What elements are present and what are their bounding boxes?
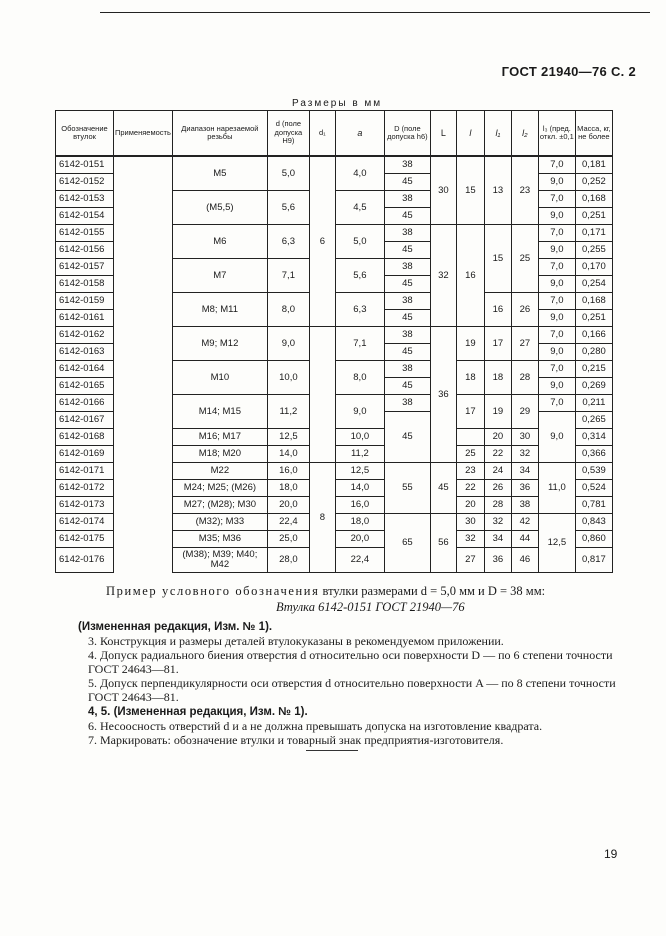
cell-l2: 42: [511, 514, 538, 531]
cell-D: 45: [384, 412, 430, 463]
cell-l3: 11,0: [538, 463, 575, 514]
cell-d: 12,5: [267, 429, 309, 446]
cell-mass: 0,366: [575, 446, 612, 463]
cell-thread-range: M18; M20: [172, 446, 267, 463]
cell-thread-range: M22: [172, 463, 267, 480]
cell-mass: 0,265: [575, 412, 612, 429]
cell-a: 22,4: [335, 548, 384, 573]
cell-D: 45: [384, 276, 430, 293]
cell-l2: 23: [511, 156, 538, 225]
cell-d: 25,0: [267, 531, 309, 548]
cell-d: 9,0: [267, 327, 309, 361]
header-L: L: [430, 111, 456, 157]
cell-a: 5,0: [335, 225, 384, 259]
cell-mass: 0,255: [575, 242, 612, 259]
cell-a: 8,0: [335, 361, 384, 395]
cell-l1: 13: [484, 156, 511, 225]
cell-a: 11,2: [335, 446, 384, 463]
header-l: l: [456, 111, 484, 157]
cell-applicability: [114, 174, 173, 191]
cell-l: 27: [456, 548, 484, 573]
cell-l1: 16: [484, 293, 511, 327]
cell-thread-range: M27; (M28); M30: [172, 497, 267, 514]
cell-mass: 0,168: [575, 191, 612, 208]
cell-d: 18,0: [267, 480, 309, 497]
cell-mass: 0,181: [575, 156, 612, 174]
cell-designation: 6142-0164: [56, 361, 114, 378]
cell-designation: 6142-0156: [56, 242, 114, 259]
cell-D: 45: [384, 378, 430, 395]
cell-applicability: [114, 327, 173, 344]
cell-applicability: [114, 344, 173, 361]
cell-designation: 6142-0167: [56, 412, 114, 429]
cell-D: 38: [384, 293, 430, 310]
cell-designation: 6142-0157: [56, 259, 114, 276]
cell-mass: 0,314: [575, 429, 612, 446]
cell-thread-range: (M5,5): [172, 191, 267, 225]
cell-applicability: [114, 242, 173, 259]
cell-d: 8,0: [267, 293, 309, 327]
cell-a: 10,0: [335, 429, 384, 446]
cell-d: 6,3: [267, 225, 309, 259]
cell-l: 23: [456, 463, 484, 480]
example-intro-spaced: Пример условного обозначения: [106, 584, 320, 598]
cell-l2: 28: [511, 361, 538, 395]
dimensions-table: [55, 110, 613, 573]
cell-mass: 0,817: [575, 548, 612, 573]
cell-D: 45: [384, 310, 430, 327]
cell-a: 18,0: [335, 514, 384, 531]
cell-thread-range: M24; M25; (M26): [172, 480, 267, 497]
cell-a: 4,0: [335, 156, 384, 191]
cell-applicability: [114, 293, 173, 310]
cell-a: 7,1: [335, 327, 384, 361]
cell-l3: 9,0: [538, 378, 575, 395]
top-rule: [100, 12, 650, 13]
cell-applicability: [114, 378, 173, 395]
cell-D: 55: [384, 463, 430, 514]
cell-D: 38: [384, 156, 430, 174]
cell-l: [456, 429, 484, 446]
cell-d: 5,6: [267, 191, 309, 225]
cell-a: 4,5: [335, 191, 384, 225]
cell-designation: 6142-0162: [56, 327, 114, 344]
cell-d: 22,4: [267, 514, 309, 531]
cell-D: 38: [384, 327, 430, 344]
note-3: 3. Конструкция и размеры деталей втулокуказаны в рекомендуемом приложении.: [88, 634, 504, 648]
cell-l: 30: [456, 514, 484, 531]
header-l3: l₃ (пред. откл. ±0,1: [538, 111, 575, 157]
cell-applicability: [114, 191, 173, 208]
cell-designation: 6142-0158: [56, 276, 114, 293]
cell-l3: 9,0: [538, 344, 575, 361]
cell-mass: 0,280: [575, 344, 612, 361]
cell-designation: 6142-0163: [56, 344, 114, 361]
header-d: d (поле допуска H9): [267, 111, 309, 157]
cell-applicability: [114, 259, 173, 276]
cell-mass: 0,269: [575, 378, 612, 395]
cell-designation: 6142-0151: [56, 156, 114, 174]
cell-applicability: [114, 480, 173, 497]
cell-l3: 7,0: [538, 293, 575, 310]
cell-l1: 28: [484, 497, 511, 514]
cell-thread-range: (M32); M33: [172, 514, 267, 531]
cell-applicability: [114, 463, 173, 480]
page-number: 19: [604, 847, 618, 861]
cell-mass: 0,211: [575, 395, 612, 412]
table-row: [56, 463, 613, 480]
cell-mass: 0,539: [575, 463, 612, 480]
cell-thread-range: M16; M17: [172, 429, 267, 446]
cell-thread-range: M5: [172, 156, 267, 191]
cell-mass: 0,170: [575, 259, 612, 276]
header-designation: Обозначение втулок: [56, 111, 114, 157]
cell-D: 45: [384, 208, 430, 225]
cell-l3: 9,0: [538, 242, 575, 259]
cell-a: 16,0: [335, 497, 384, 514]
table-caption: Размеры в мм: [292, 98, 383, 109]
header-D: D (поле допуска h6): [384, 111, 430, 157]
cell-l2: 46: [511, 548, 538, 573]
cell-applicability: [114, 531, 173, 548]
cell-thread-range: M10: [172, 361, 267, 395]
cell-applicability: [114, 548, 173, 573]
cell-mass: 0,860: [575, 531, 612, 548]
cell-mass: 0,252: [575, 174, 612, 191]
example-code: Втулка 6142-0151 ГОСТ 21940—76: [276, 600, 465, 614]
cell-mass: 0,524: [575, 480, 612, 497]
cell-l1: 15: [484, 225, 511, 293]
cell-l3: 9,0: [538, 174, 575, 191]
cell-L: 36: [430, 327, 456, 463]
cell-l: 19: [456, 327, 484, 361]
cell-thread-range: M8; M11: [172, 293, 267, 327]
cell-D: 65: [384, 514, 430, 573]
example-intro-rest: втулки размерами d = 5,0 мм и D = 38 мм:: [319, 584, 546, 598]
cell-thread-range: (M38); M39; M40; M42: [172, 548, 267, 573]
cell-d1: 6: [309, 156, 335, 327]
cell-mass: 0,254: [575, 276, 612, 293]
cell-l2: 30: [511, 429, 538, 446]
cell-l1: 18: [484, 361, 511, 395]
cell-l1: 17: [484, 327, 511, 361]
cell-l2: 26: [511, 293, 538, 327]
cell-l1: 26: [484, 480, 511, 497]
cell-l3: 7,0: [538, 361, 575, 378]
cell-designation: 6142-0159: [56, 293, 114, 310]
example-intro: [106, 584, 626, 599]
note-6: 6. Несоосность отверстий d и a не должна превышать допуска на изготовление квадрата.: [88, 719, 543, 733]
cell-designation: 6142-0165: [56, 378, 114, 395]
cell-thread-range: M14; M15: [172, 395, 267, 429]
cell-a: 12,5: [335, 463, 384, 480]
cell-thread-range: M35; M36: [172, 531, 267, 548]
cell-mass: 0,171: [575, 225, 612, 242]
note-edit-1: (Измененная редакция, Изм. № 1).: [78, 621, 273, 633]
cell-d: 20,0: [267, 497, 309, 514]
cell-d: 16,0: [267, 463, 309, 480]
cell-l3: 12,5: [538, 514, 575, 573]
cell-mass: 0,843: [575, 514, 612, 531]
cell-l1: 20: [484, 429, 511, 446]
cell-applicability: [114, 412, 173, 429]
cell-designation: 6142-0152: [56, 174, 114, 191]
cell-d: 28,0: [267, 548, 309, 573]
cell-l3: 7,0: [538, 225, 575, 242]
cell-designation: 6142-0169: [56, 446, 114, 463]
note-5: 5. Допуск перпендикулярности оси отверстия d относительно поверхности A — по 8 степени точности ГОСТ 24643—81.: [88, 676, 616, 704]
cell-designation: 6142-0171: [56, 463, 114, 480]
cell-l2: 29: [511, 395, 538, 429]
cell-l3: 7,0: [538, 395, 575, 412]
header-l2: l₂: [511, 111, 538, 157]
cell-D: 45: [384, 174, 430, 191]
cell-d: 7,1: [267, 259, 309, 293]
cell-D: 45: [384, 242, 430, 259]
cell-l3: 9,0: [538, 310, 575, 327]
header-applicability: Применяемость: [114, 111, 173, 157]
cell-l: 15: [456, 156, 484, 225]
cell-l: 25: [456, 446, 484, 463]
header-d1: d₁: [309, 111, 335, 157]
table-row: [56, 156, 613, 174]
cell-thread-range: M6: [172, 225, 267, 259]
cell-d: 11,2: [267, 395, 309, 429]
cell-D: 38: [384, 259, 430, 276]
cell-l2: 27: [511, 327, 538, 361]
cell-applicability: [114, 395, 173, 412]
cell-l: 17: [456, 395, 484, 429]
cell-thread-range: M7: [172, 259, 267, 293]
cell-l1: 19: [484, 395, 511, 429]
cell-l1: 34: [484, 531, 511, 548]
note-7: 7. Маркировать: обозначение втулки и товарный знак предприятия-изготовителя.: [88, 733, 504, 747]
cell-designation: 6142-0175: [56, 531, 114, 548]
cell-designation: 6142-0174: [56, 514, 114, 531]
notes-block: [78, 619, 630, 747]
cell-applicability: [114, 446, 173, 463]
cell-a: 14,0: [335, 480, 384, 497]
cell-l: 22: [456, 480, 484, 497]
cell-D: 38: [384, 361, 430, 378]
cell-l1: 24: [484, 463, 511, 480]
document-code: ГОСТ 21940—76 С. 2: [501, 64, 636, 79]
cell-l1: 32: [484, 514, 511, 531]
cell-l2: 32: [511, 446, 538, 463]
header-l1: l₁: [484, 111, 511, 157]
cell-a: 20,0: [335, 531, 384, 548]
end-rule: [306, 750, 358, 751]
cell-l3: 7,0: [538, 327, 575, 344]
cell-l3: 9,0: [538, 276, 575, 293]
cell-l2: 36: [511, 480, 538, 497]
cell-thread-range: M9; M12: [172, 327, 267, 361]
cell-designation: 6142-0168: [56, 429, 114, 446]
cell-l2: 34: [511, 463, 538, 480]
cell-L: 45: [430, 463, 456, 514]
cell-D: 38: [384, 395, 430, 412]
cell-designation: 6142-0173: [56, 497, 114, 514]
cell-L: 32: [430, 225, 456, 327]
cell-l3: 7,0: [538, 259, 575, 276]
cell-applicability: [114, 156, 173, 174]
cell-d: 10,0: [267, 361, 309, 395]
header-mass: Масса, кг, не более: [575, 111, 612, 157]
cell-applicability: [114, 225, 173, 242]
cell-mass: 0,251: [575, 310, 612, 327]
cell-designation: 6142-0172: [56, 480, 114, 497]
table-row: [56, 327, 613, 344]
cell-applicability: [114, 429, 173, 446]
cell-a: 6,3: [335, 293, 384, 327]
cell-l: 20: [456, 497, 484, 514]
cell-a: 9,0: [335, 395, 384, 429]
cell-d: 14,0: [267, 446, 309, 463]
cell-mass: 0,168: [575, 293, 612, 310]
cell-l: 32: [456, 531, 484, 548]
cell-applicability: [114, 497, 173, 514]
cell-l2: 38: [511, 497, 538, 514]
cell-applicability: [114, 276, 173, 293]
cell-mass: 0,166: [575, 327, 612, 344]
cell-L: 56: [430, 514, 456, 573]
cell-designation: 6142-0154: [56, 208, 114, 225]
cell-l3: 7,0: [538, 191, 575, 208]
cell-l1: 22: [484, 446, 511, 463]
cell-mass: 0,251: [575, 208, 612, 225]
cell-d: 5,0: [267, 156, 309, 191]
cell-d1: [309, 327, 335, 463]
cell-mass: 0,781: [575, 497, 612, 514]
note-4-5: 4, 5. (Измененная редакция, Изм. № 1).: [88, 706, 308, 718]
cell-applicability: [114, 208, 173, 225]
cell-l3: 9,0: [538, 208, 575, 225]
cell-designation: 6142-0155: [56, 225, 114, 242]
cell-l: 16: [456, 225, 484, 327]
cell-l2: 25: [511, 225, 538, 293]
cell-designation: 6142-0176: [56, 548, 114, 573]
cell-l1: 36: [484, 548, 511, 573]
cell-designation: 6142-0166: [56, 395, 114, 412]
cell-designation: 6142-0153: [56, 191, 114, 208]
cell-designation: 6142-0161: [56, 310, 114, 327]
cell-d1: 8: [309, 463, 335, 573]
cell-mass: 0,215: [575, 361, 612, 378]
cell-applicability: [114, 361, 173, 378]
cell-D: 38: [384, 225, 430, 242]
cell-applicability: [114, 514, 173, 531]
cell-l3: 9,0: [538, 412, 575, 463]
cell-l3: 7,0: [538, 156, 575, 174]
table-header-row: [56, 111, 613, 157]
header-thread-range: Диапазон нарезаемой резьбы: [172, 111, 267, 157]
cell-applicability: [114, 310, 173, 327]
header-a: a: [335, 111, 384, 157]
cell-l2: 44: [511, 531, 538, 548]
cell-a: 5,6: [335, 259, 384, 293]
cell-l: 18: [456, 361, 484, 395]
cell-D: 45: [384, 344, 430, 361]
cell-L: 30: [430, 156, 456, 225]
cell-D: 38: [384, 191, 430, 208]
note-4: 4. Допуск радиального биения отверстия d относительно оси поверхности D — по 6 степени точности ГОСТ 24643—81.: [88, 648, 613, 676]
